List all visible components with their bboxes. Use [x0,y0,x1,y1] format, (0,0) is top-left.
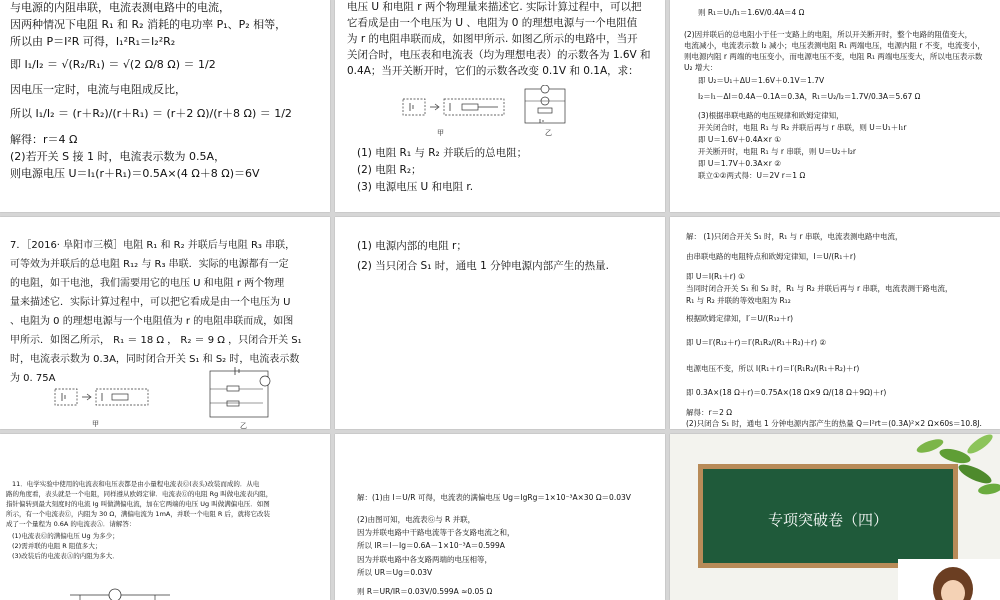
slide3-line-3: 电流减小，电流表示数 I₂ 减小；电压表测电阻 R₁ 两端电压，电源内阻 r 不变，电流变小， [684,41,985,50]
circuit-diagram-jia [400,93,510,123]
slide3-line-1: 则 R₁＝U₁/I₁＝1.6V/0.4A＝4 Ω [698,8,805,17]
slide3-line-10: 即 U＝1.6V＋0.4A×r ① [698,135,781,144]
slide3-line-8: (3)根据串联电路的电压规律和欧姆定律知， [698,111,844,120]
circuit-diagram-jia [52,385,152,411]
slide6-line-8: 电源电压不变，所以 I(R₁＋r)＝I′(R₁R₂/(R₁＋R₂)＋r) [686,364,860,373]
slide-thumbnail-5[interactable] [335,217,665,429]
slide6-line-1: 解： (1)只闭合开关 S₁ 时，R₁ 与 r 串联，电流表测电路中电流， [686,232,903,241]
slide2-question-3: (3) 电源电压 U 和电阻 r. [357,181,474,193]
slide6-line-11: (2)只闭合 S₁ 时，通电 1 分钟电源内部产生的热量 Q＝I²rt＝(0.3A)²×2 Ω×60s＝10.8J. [686,419,982,428]
slide6-line-7: 即 U＝I′(R₁₂＋r)＝I′(R₁R₂/(R₁＋R₂)＋r) ② [686,338,827,347]
slide-thumbnail-1[interactable] [0,0,330,212]
slide4-line-6: 甲所示．如图乙所示， R₁ ＝ 18 Ω ， R₂ ＝ 9 Ω ，只闭合开关 S₁ [10,335,302,346]
figure-label-yi: 乙 [545,129,552,137]
slide1-line-7: 解得：r＝4 Ω [10,133,78,146]
slide4-line-5: 、电阻为 0 的理想电源与一个电阻值为 r 的电阻串联而成，如图 [10,316,294,327]
slide7-line-3: 指针偏转到最大刻度时的电流 Ig 叫做满偏电流，加在它两端的电压 Ug 叫做满偏电压．如图 [6,500,270,508]
teacher-illustration [898,559,1000,600]
slide7-line-7: (2)需并联的电阻 R 阻值多大； [12,542,102,550]
slide2-line-1: 电压 U 和电阻 r 两个物理量来描述它. 实际计算过程中，可以把 [347,1,642,13]
slide4-line-8: 为 0. 75A [10,373,56,384]
slide8-line-7: 则 R＝UR/IR＝0.03V/0.599A ≈0.05 Ω [357,587,493,596]
slide3-line-7: I₂＝I₁－ΔI＝0.4A－0.1A＝0.3A，R₁＝U₂/I₂＝1.7V/0.3A＝5.67 Ω [698,92,921,101]
slide1-line-5: 因电压一定时，电流与电阻成反比， [10,83,186,96]
slide7-line-8: (3)改装后的电流表Ⓐ的内阻为多大． [12,552,119,560]
slide1-line-9: 则电源电压 U＝I₁(r＋R₁)＝0.5A×(4 Ω＋8 Ω)＝6V [10,167,260,180]
slide6-line-5: R₁ 与 R₂ 并联的等效电阻为 R₁₂ [686,296,791,305]
slide6-line-6: 根据欧姆定律知，I′＝U/(R₁₂＋r) [686,314,794,323]
slide2-line-2: 它看成是由一个电压为 U 、电阻为 0 的理想电源与一个电阻值 [347,17,638,29]
slide4-line-1: 7．［2016· 阜阳市三模］电阻 R₁ 和 R₂ 并联后与电阻 R₃ 串联， [10,240,296,251]
slide3-line-9: 开关闭合时，电阻 R₁ 与 R₂ 并联后再与 r 串联，则 U＝U₁＋I₁r [698,123,907,132]
circuit-diagram-yi [520,85,570,127]
slide5-question-2: (2) 当只闭合 S₁ 时，通电 1 分钟电源内部产生的热量. [357,260,609,272]
slide1-line-1: 与电源的内阻串联，电流表测电路中的电流， [10,1,230,14]
slide8-line-3: 因为并联电路中干路电流等于各支路电流之和， [357,528,515,537]
slide8-line-2: (2)由图可知，电流表Ⓖ与 R 并联， [357,515,476,524]
slide1-line-8: (2)若开关 S 接 1 时，电流表示数为 0.5A， [10,150,226,163]
slide3-line-6: 即 U₂＝U₁＋ΔU＝1.6V＋0.1V＝1.7V [698,76,825,85]
slide3-line-2: (2)因并联后的总电阻小于任一支路上的电阻，所以开关断开时，整个电路的阻值变大， [684,30,973,39]
slide4-line-3: 的电阻，如干电池，我们需要用它的电压 U 和电阻 r 两个物理 [10,278,285,289]
slide3-line-13: 联立①②两式得：U＝2V r＝1 Ω [698,171,806,180]
slide6-line-9: 即 0.3A×(18 Ω＋r)＝0.75A×(18 Ω×9 Ω/(18 Ω＋9Ω)＋r) [686,388,887,397]
slide7-line-2: 路的角度看，表头就是一个电阻，同样遵从欧姆定律．电流表Ⓖ的电阻 Rg 叫做电流表内阻， [6,490,273,498]
slide2-line-4: 关闭合时，电压表和电流表（均为理想电表）的示数各为 1.6V 和 [347,49,651,61]
slide-title: 专项突破卷（四） [767,511,888,529]
slide7-line-6: (1)电流表Ⓖ的满偏电压 Ug 为多少； [12,532,119,540]
slide6-line-3: 即 U＝I(R₁＋r) ① [686,272,745,281]
slide2-question-2: (2) 电阻 R₂； [357,164,422,176]
slide7-line-1: 11．电学实验中使用的电流表和电压表都是由小量程电流表Ⓖ(表头)改装而成的．从电 [12,480,260,488]
slide3-line-4: 则电源内阻 r 两端的电压变小，而电源电压不变，电阻 R₁ 两端电压变大，所以电压表示数 [684,52,983,61]
slide1-line-4: 即 I₁/I₂ ＝ √(R₂/R₁) ＝ √(2 Ω/8 Ω) ＝ 1/2 [10,58,216,71]
slide2-question-1: (1) 电阻 R₁ 与 R₂ 并联后的总电阻； [357,147,528,159]
slide5-question-1: (1) 电源内部的电阻 r； [357,240,467,252]
slide4-line-2: 可等效为并联后的总电阻 R₁₂ 与 R₃ 串联．实际的电源都有一定 [10,259,289,270]
slide2-line-3: 为 r 的电阻串联而成，如图甲所示. 如图乙所示的电路中，当开 [347,33,638,45]
slide-thumbnail-7[interactable] [0,434,330,600]
slide3-line-5: U₂ 增大： [684,63,718,72]
circuit-diagram-yi [205,367,275,425]
slide8-line-1: 解：(1)由 I＝U/R 可得，电流表的满偏电压 Ug＝IgRg＝1×10⁻³A×30 Ω＝0.03V [357,493,631,502]
slide1-line-2: 因两种情况下电阻 R₁ 和 R₂ 消耗的电功率 P₁、P₂ 相等， [10,18,287,31]
slide-thumbnail-6[interactable] [670,217,1000,429]
slide7-line-4: 所示，有一个电流表Ⓖ，内阻为 30 Ω，满偏电流为 1mA，并联一个电阻 R 后，就将它改装 [6,510,270,518]
slide-thumbnail-2[interactable] [335,0,665,212]
figure-label-jia: 甲 [92,420,99,428]
slide7-line-5: 成了一个量程为 0.6A 的电流表Ⓐ．请解答： [6,520,136,528]
slide4-line-7: 时，电流表示数为 0.3A，同时闭合开关 S₁ 和 S₂ 时，电流表示数 [10,354,300,365]
slide-thumbnail-8[interactable] [335,434,665,600]
slide6-line-4: 当同时闭合开关 S₁ 和 S₂ 时，R₁ 与 R₂ 并联后再与 r 串联，电流表测干路电流， [686,284,953,293]
slide6-line-10: 解得：r＝2 Ω [686,408,732,417]
slide-thumbnail-3[interactable] [670,0,1000,212]
figure-label-jia: 甲 [437,129,444,137]
slide-thumbnail-4[interactable] [0,217,330,429]
slide3-line-12: 即 U＝1.7V＋0.3A×r ② [698,159,781,168]
slide2-line-5: 0.4A；当开关断开时，它们的示数各改变 0.1V 和 0.1A，求： [347,65,639,77]
slide1-line-3: 所以由 P＝I²R 可得，I₁²R₁＝I₂²R₂ [10,35,176,48]
slide-thumbnail-9[interactable] [670,434,1000,600]
slide1-line-6: 所以 I₁/I₂ ＝ (r＋R₂)/(r＋R₁) ＝ (r＋2 Ω)/(r＋8 Ω) ＝ 1/2 [10,107,292,120]
slide4-line-4: 量来描述它．实际计算过程中，可以把它看成是由一个电压为 U [10,297,291,308]
slide8-line-4: 所以 IR＝I－Ig＝0.6A－1×10⁻³A＝0.599A [357,541,505,550]
figure-label-yi: 乙 [240,422,247,429]
slide8-line-5: 因为并联电路中各支路两端的电压相等， [357,555,492,564]
galvanometer-circuit [70,586,170,600]
chalkboard [698,464,958,568]
slide8-line-6: 所以 UR＝Ug＝0.03V [357,568,433,577]
slide6-line-2: 由串联电路的电阻特点和欧姆定律知，I＝U/(R₁＋r) [686,252,856,261]
slide3-line-11: 开关断开时，电阻 R₁ 与 r 串联，则 U＝U₂＋I₂r [698,147,857,156]
